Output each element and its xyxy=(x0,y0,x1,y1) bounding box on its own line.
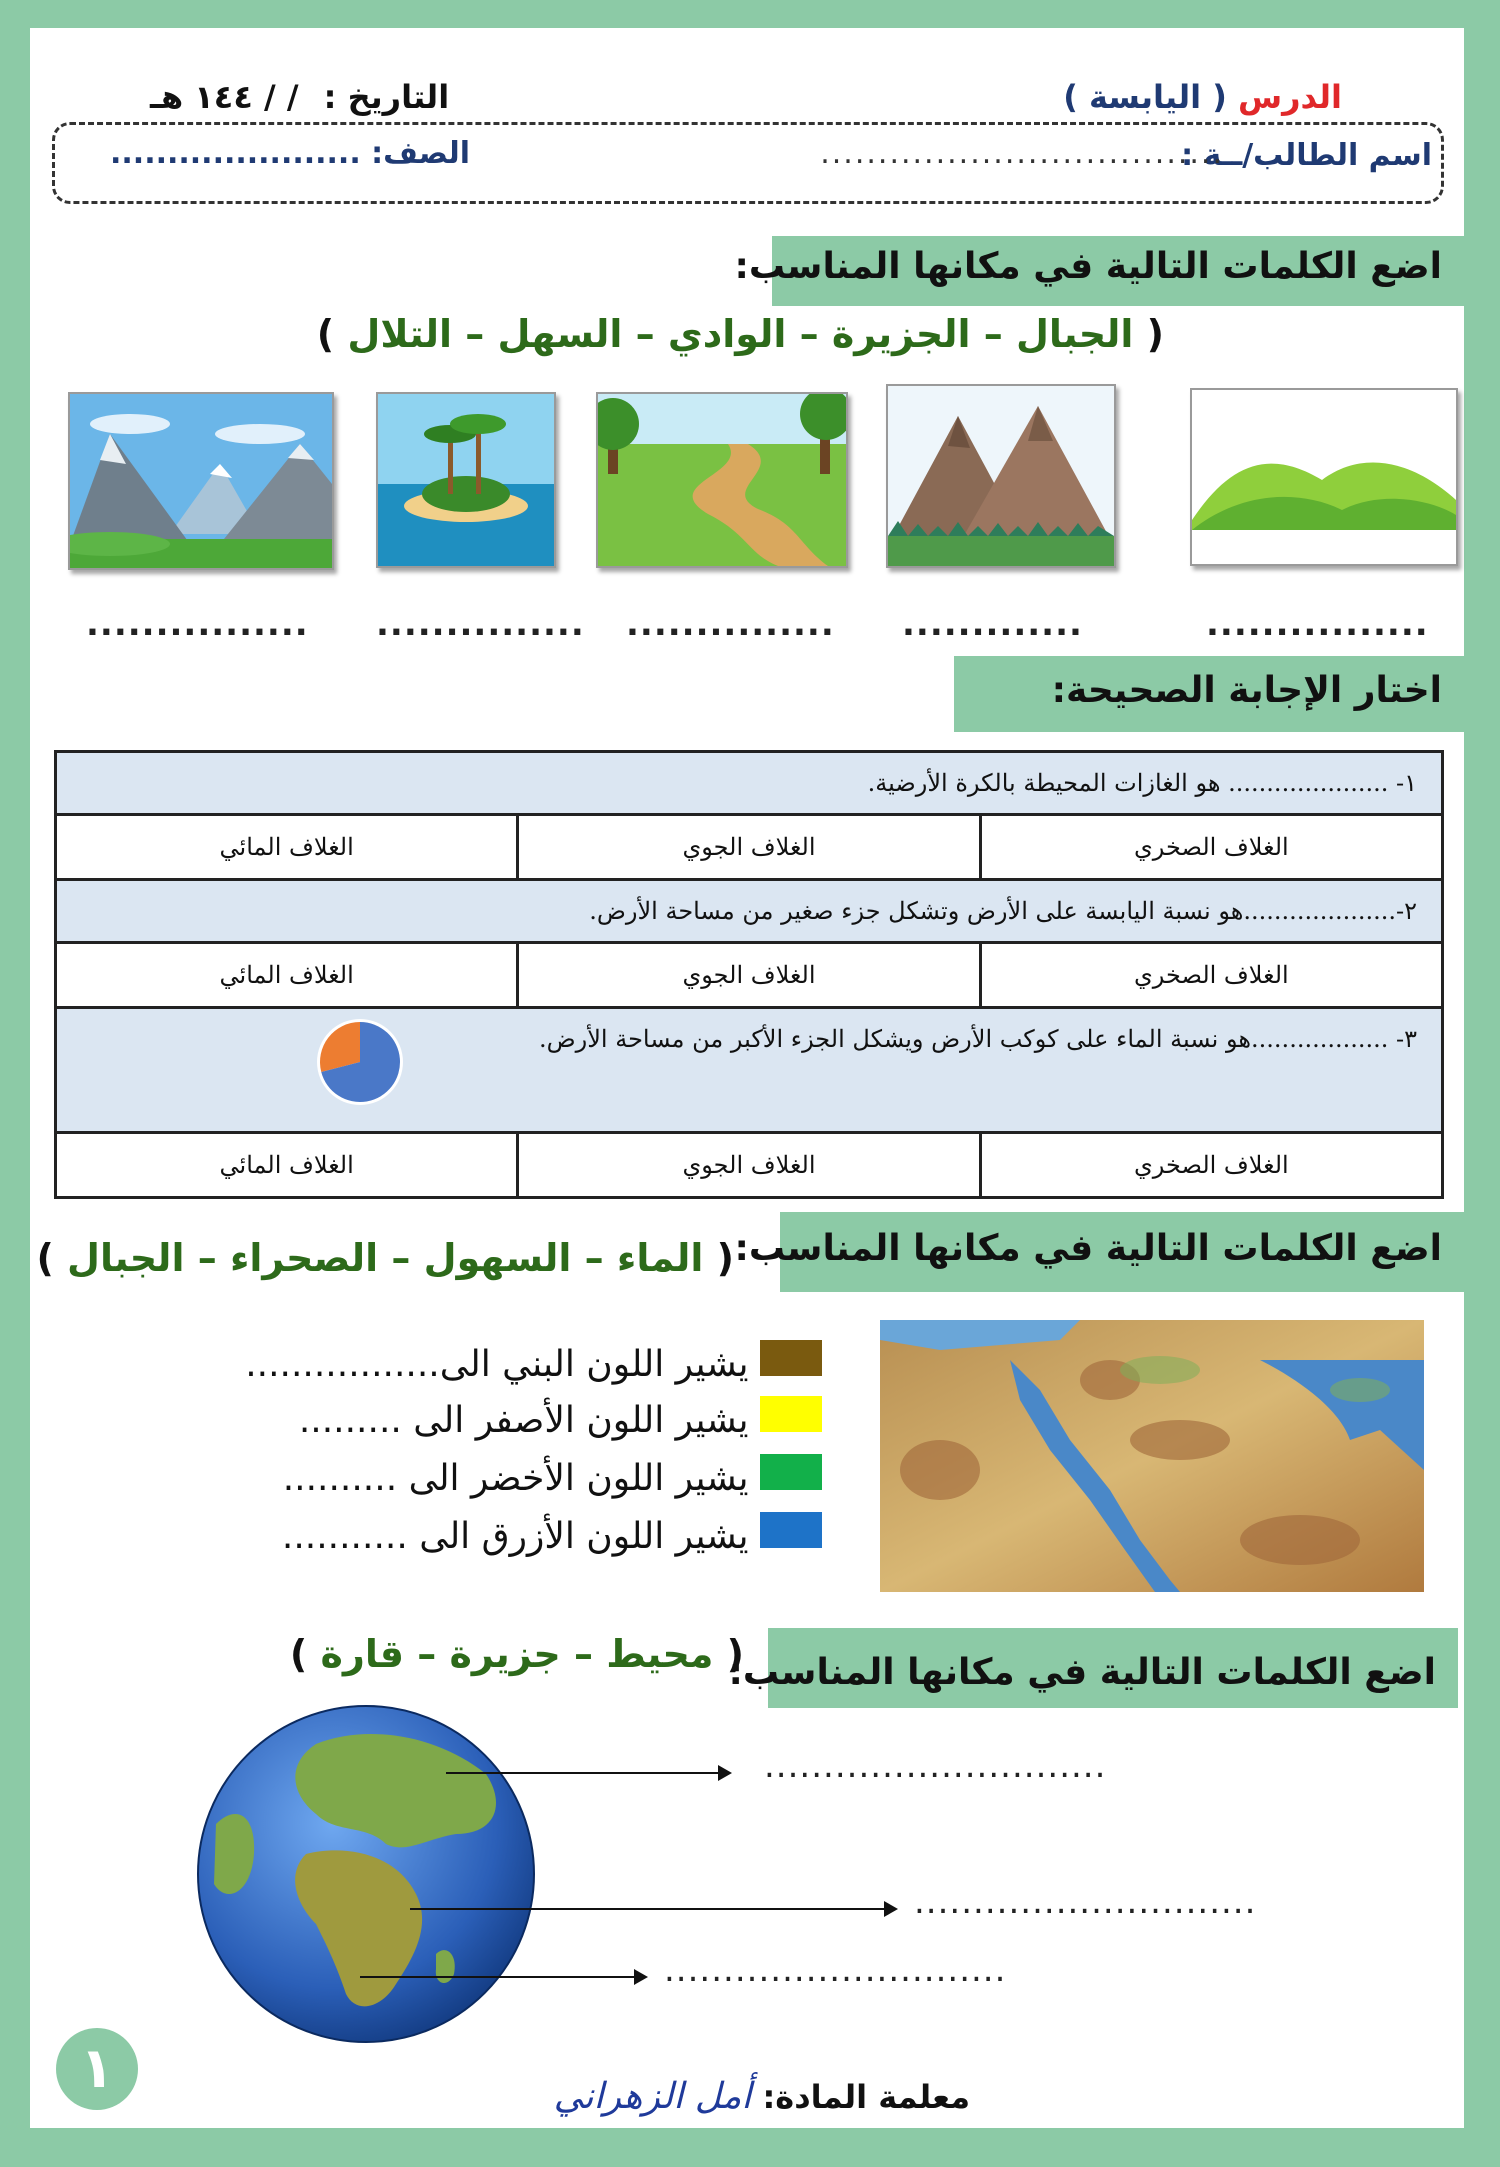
student-name-label: اسم الطالب/ــة : xyxy=(1181,138,1432,173)
legend-item-brown xyxy=(182,1340,822,1396)
option-3-b[interactable]: الغلاف الجوي xyxy=(518,1133,980,1198)
section3-banner xyxy=(734,1212,1464,1292)
section4-banner xyxy=(728,1628,1458,1708)
answer-row xyxy=(56,1133,1443,1198)
section2-title: اختار الإجابة الصحيحة: xyxy=(1051,670,1442,711)
date-value: / / ١٤٤ هـ xyxy=(150,78,299,116)
legend-item-green xyxy=(182,1454,822,1512)
question-row xyxy=(56,880,1443,943)
section1-banner xyxy=(734,236,1464,306)
brown-swatch xyxy=(760,1340,822,1376)
section3-word-bank: ( الماء – السهول – الصحراء – الجبال ) xyxy=(36,1236,734,1280)
legend-text-brown[interactable]: يشير اللون البني الى................. xyxy=(245,1344,749,1385)
blue-swatch xyxy=(760,1512,822,1548)
legend-text-green[interactable]: يشير اللون الأخضر الى .......... xyxy=(282,1458,749,1499)
question-row xyxy=(56,752,1443,815)
answer-row xyxy=(56,815,1443,880)
question-row xyxy=(56,1008,1443,1133)
water-land-pie-chart xyxy=(315,1017,405,1107)
question-1-text: ١- ..................... هو الغازات المحيطة بالكرة الأرضية. xyxy=(56,752,1443,815)
map-legend xyxy=(182,1340,822,1570)
section4-words: محيط – جزيرة – قارة xyxy=(320,1632,714,1676)
arrow-ocean xyxy=(410,1908,896,1910)
section1-words: الجبال – الجزيرة – الوادي – السهل – التلال xyxy=(347,312,1134,356)
option-2-b[interactable]: الغلاف الجوي xyxy=(518,943,980,1008)
blank-hills[interactable]: ................ xyxy=(1206,604,1429,644)
class-field[interactable]: الصف: ...................... xyxy=(110,136,470,171)
earth-globe-image xyxy=(196,1704,536,2044)
question-2-text: ٢-....................هو نسبة اليابسة على الأرض وتشكل جزء صغير من مساحة الأرض. xyxy=(56,880,1443,943)
lesson-label: الدرس xyxy=(1237,78,1342,116)
valley-image xyxy=(596,392,848,568)
option-1-b[interactable]: الغلاف الجوي xyxy=(518,815,980,880)
legend-item-yellow xyxy=(182,1396,822,1454)
blank-mountains[interactable]: ............. xyxy=(902,604,1083,644)
section2-banner xyxy=(954,656,1464,732)
blank-mountain-range[interactable]: ................ xyxy=(86,604,309,644)
answer-row xyxy=(56,943,1443,1008)
section3-words: الماء – السهول – الصحراء – الجبال xyxy=(67,1236,704,1280)
relief-map-image xyxy=(880,1320,1424,1592)
option-1-c[interactable]: الغلاف المائي xyxy=(56,815,518,880)
option-3-a[interactable]: الغلاف الصخري xyxy=(980,1133,1442,1198)
island-image xyxy=(376,392,556,568)
section1-title: اضع الكلمات التالية في مكانها المناسب: xyxy=(734,246,1442,287)
yellow-swatch xyxy=(760,1396,822,1432)
section1-word-bank: ( الجبال – الجزيرة – الوادي – السهل – التلال ) xyxy=(316,312,1164,356)
section4-title: اضع الكلمات التالية في مكانها المناسب: xyxy=(728,1652,1436,1693)
section4-word-bank: ( محيط – جزيرة – قارة ) xyxy=(289,1632,744,1676)
blank-island-globe[interactable]: ............................. xyxy=(664,1950,1007,1990)
arrow-island xyxy=(360,1976,646,1978)
lesson-title: ( اليابسة ) xyxy=(1063,78,1227,116)
legend-text-blue[interactable]: يشير اللون الأزرق الى ........... xyxy=(281,1516,749,1557)
page-number-badge xyxy=(56,2028,138,2110)
section3-title: اضع الكلمات التالية في مكانها المناسب: xyxy=(734,1228,1442,1269)
teacher-name: أمل الزهراني xyxy=(553,2076,752,2117)
legend-item-blue xyxy=(182,1512,822,1570)
multiple-choice-table xyxy=(54,750,1444,1199)
green-swatch xyxy=(760,1454,822,1490)
option-2-a[interactable]: الغلاف الصخري xyxy=(980,943,1442,1008)
option-3-c[interactable]: الغلاف المائي xyxy=(56,1133,518,1198)
teacher-signature xyxy=(554,2076,970,2117)
blank-island[interactable]: ............... xyxy=(376,604,585,644)
option-1-a[interactable]: الغلاف الصخري xyxy=(980,815,1442,880)
teacher-label: معلمة المادة: xyxy=(762,2078,970,2116)
legend-text-yellow[interactable]: يشير اللون الأصفر الى ......... xyxy=(298,1400,749,1441)
date-field xyxy=(150,78,449,116)
blank-continent[interactable]: ............................. xyxy=(764,1746,1107,1786)
hills-image xyxy=(1190,388,1458,566)
question-3-text: ٣- ..................هو نسبة الماء على كوكب الأرض ويشكل الجزء الأكبر من مساحة الأرض. xyxy=(539,1025,1417,1053)
blank-ocean[interactable]: ............................. xyxy=(914,1882,1257,1922)
option-2-c[interactable]: الغلاف المائي xyxy=(56,943,518,1008)
date-label: التاريخ : xyxy=(323,78,450,116)
lesson-heading xyxy=(1063,78,1342,116)
student-name-field[interactable]: ................................... xyxy=(820,136,1224,171)
blank-valley[interactable]: ............... xyxy=(626,604,835,644)
worksheet-page xyxy=(30,28,1464,2128)
arrow-continent xyxy=(446,1772,730,1774)
page-number: ١ xyxy=(79,2036,115,2101)
mountain-range-image xyxy=(68,392,334,570)
mountains-image xyxy=(886,384,1116,568)
